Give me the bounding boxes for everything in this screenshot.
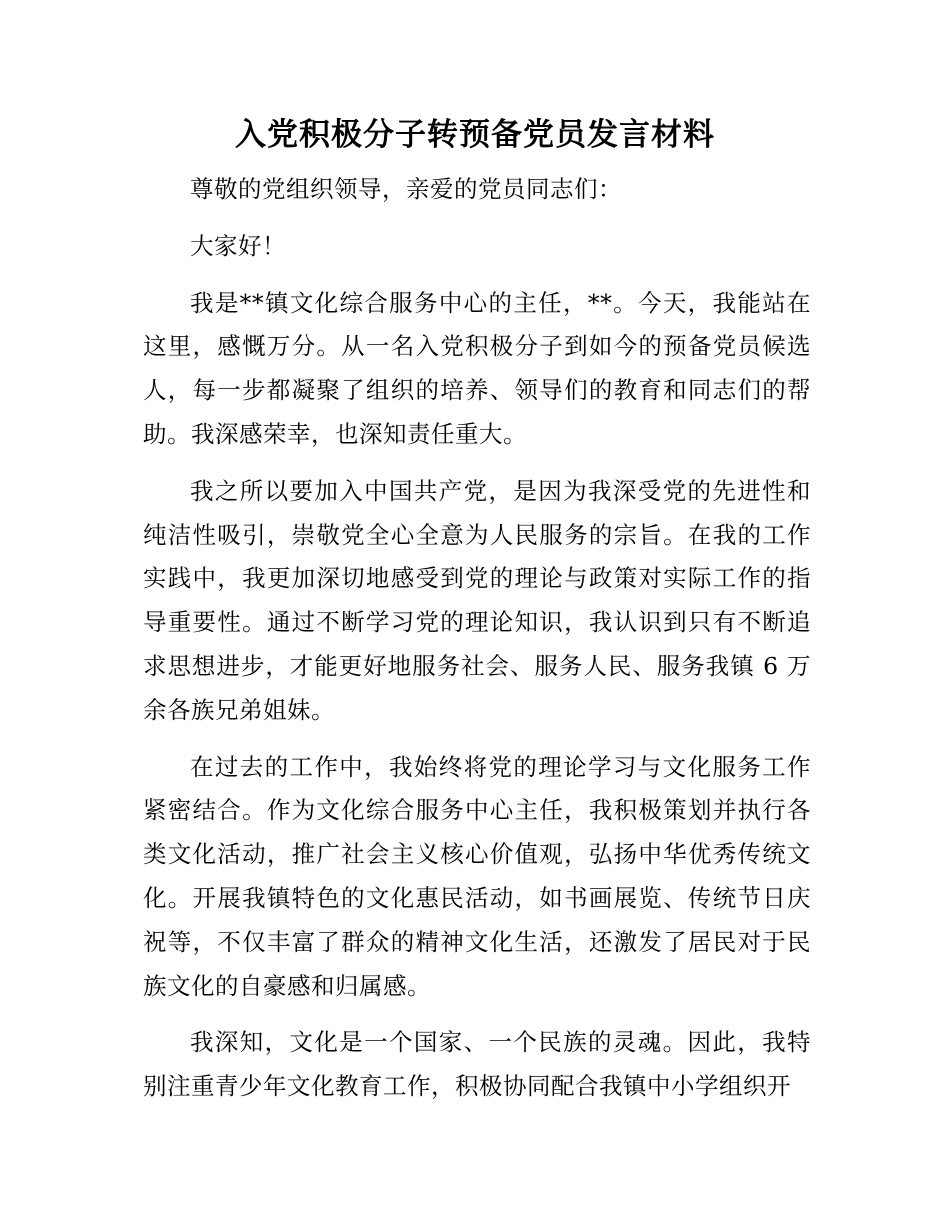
paragraph-salutation: 尊敬的党组织领导，亲爱的党员同志们： [190, 175, 622, 203]
document-body [143, 168, 811, 1122]
paragraph-motivation: 我之所以要加入中国共产党，是因为我深受党的先进性和纯洁性吸引，崇敬党全心全意为人民服务的宗旨。在我的工作实践中，我更加深切地感受到党的理论与政策对实际工作的指导重要性。通过不断学习党的理论知识，我认识到只有不断追求思想进步，才能更好地服务社会、服务人民、服务我镇 6 万余各族兄弟姐妹。 [143, 476, 811, 724]
document-title: 入党积极分子转预备党员发言材料 [235, 117, 715, 153]
paragraph-introduction: 我是**镇文化综合服务中心的主任，**。今天，我能站在这里，感慨万分。从一名入党积极分子到如今的预备党员候选人，每一步都凝聚了组织的培养、领导们的教育和同志们的帮助。我深感荣幸，也深知责任重大。 [143, 288, 811, 448]
paragraph-culture-education: 我深知，文化是一个国家、一个民族的灵魂。因此，我特别注重青少年文化教育工作，积极协同配合我镇中小学组织开 [143, 1028, 811, 1101]
paragraph-greeting: 大家好！ [190, 231, 286, 260]
paragraph-work-experience: 在过去的工作中，我始终将党的理论学习与文化服务工作紧密结合。作为文化综合服务中心主任，我积极策划并执行各类文化活动，推广社会主义核心价值观，弘扬中华优秀传统文化。开展我镇特色的文化惠民活动，如书画展览、传统节日庆祝等，不仅丰富了群众的精神文化生活，还激发了居民对于民族文化的自豪感和归属感。 [143, 752, 811, 1000]
